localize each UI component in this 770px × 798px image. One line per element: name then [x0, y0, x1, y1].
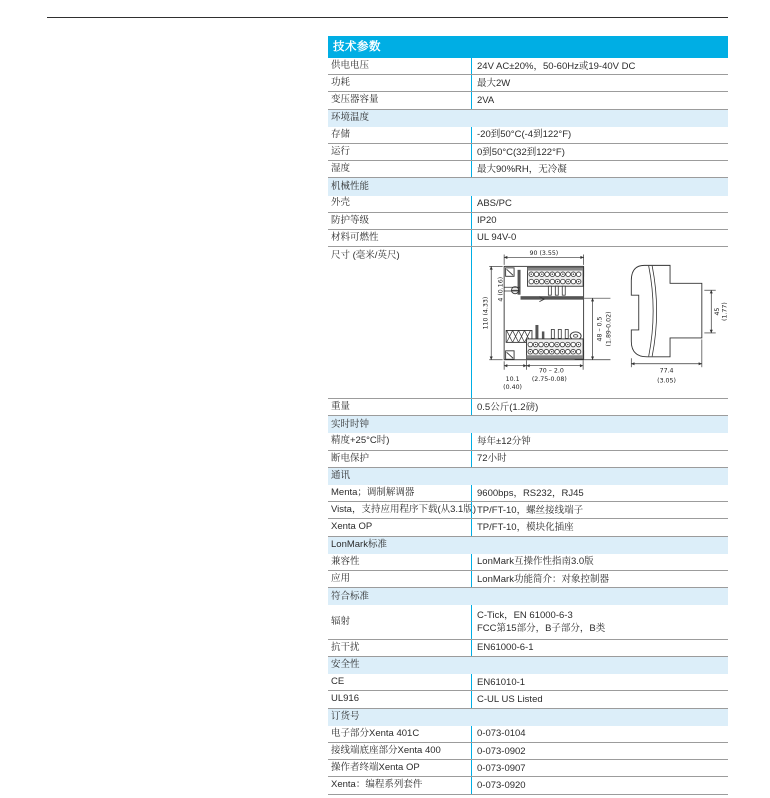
spec-value	[471, 213, 728, 229]
spec-label: CE	[331, 676, 345, 688]
page-top-rule	[47, 17, 728, 18]
dim-right-depth: 48 – 0.5	[596, 316, 604, 342]
spec-label: 存储	[331, 128, 351, 140]
spec-rows	[328, 58, 728, 795]
dim-top-offset: 4 (0.16)	[497, 276, 505, 302]
spec-value	[471, 743, 728, 759]
spec-label: 外壳	[331, 197, 351, 209]
spec-value	[471, 399, 728, 415]
spec-table	[328, 36, 728, 795]
spec-value	[471, 519, 728, 535]
dim-bottom-width-inch: (2.75-0.08)	[531, 375, 567, 383]
spec-value	[471, 92, 728, 108]
table-row	[328, 399, 728, 416]
table-row	[328, 433, 728, 450]
spec-value-line-2: FCC第15部分，B子部分，B类	[477, 623, 606, 635]
table-row	[328, 161, 728, 178]
spec-value	[471, 726, 728, 742]
table-row	[328, 760, 728, 777]
spec-value	[471, 161, 728, 177]
table-row	[328, 519, 728, 536]
table-row	[328, 230, 728, 247]
spec-value-line: TP/FT-10，螺丝接线端子	[477, 504, 584, 516]
table-row	[328, 75, 728, 92]
dim-side-height-inch: (1.77)	[721, 302, 729, 322]
dim-bottom-offset: 10.1	[505, 375, 520, 383]
spec-value-line: 每年±12分钟	[477, 436, 531, 448]
spec-value	[471, 674, 728, 690]
table-row	[328, 743, 728, 760]
spec-value-line: 0-073-0920	[477, 779, 526, 791]
section-header: 安全性	[328, 657, 728, 674]
spec-value-line: -20到50°C(-4到122°F)	[477, 129, 572, 141]
dim-bottom-width: 70 – 2.0	[538, 367, 564, 375]
spec-label: 尺寸 (毫米/英尺)	[331, 250, 400, 262]
spec-value-line: 最大2W	[477, 77, 511, 89]
spec-label: 重量	[331, 400, 351, 412]
dimensions-diagram	[472, 247, 730, 398]
spec-value-line: C-Tick，EN 61000-6-3	[477, 610, 573, 622]
spec-value-line: LonMark互操作性指南3.0版	[477, 556, 594, 568]
spec-label: 断电保护	[331, 452, 370, 464]
spec-label: 抗干扰	[331, 641, 360, 653]
spec-value-line: IP20	[477, 215, 497, 227]
spec-value	[471, 760, 728, 776]
spec-label: Vista，支持应用程序下载(从3.1版)	[331, 504, 476, 516]
section-header: LonMark标准	[328, 537, 728, 554]
dim-front-height: 110 (4.33)	[482, 296, 490, 330]
spec-value-line: 最大90%RH，无冷凝	[477, 163, 567, 175]
spec-label: Xenta OP	[331, 521, 373, 533]
table-row	[328, 485, 728, 502]
spec-label: 运行	[331, 145, 351, 157]
spec-value	[471, 571, 728, 587]
spec-label: 材料可燃性	[331, 231, 379, 243]
spec-label: 操作者终端Xenta OP	[331, 762, 420, 773]
dim-bottom-offset-inch: (0.40)	[503, 383, 522, 391]
spec-label: 功耗	[331, 77, 351, 89]
table-row	[328, 640, 728, 657]
spec-value-line: LonMark功能简介：对象控制器	[477, 573, 609, 585]
spec-label: 兼容性	[331, 555, 360, 567]
spec-label: 接线端底座部分Xenta 400	[331, 744, 441, 756]
spec-label: 湿度	[331, 163, 351, 174]
spec-value	[471, 144, 728, 160]
section-header: 环境温度	[328, 110, 728, 127]
spec-value-line: UL 94V-0	[477, 232, 517, 244]
spec-value-line: 24V AC±20%，50-60Hz或19-40V DC	[477, 60, 636, 72]
side-view-profile	[631, 265, 702, 356]
spec-value-line: 9600bps，RS232，RJ45	[477, 487, 584, 499]
spec-value-line: ABS/PC	[477, 198, 512, 210]
spec-label: Menta；调制解调器	[331, 486, 415, 498]
spec-label: 防护等级	[331, 214, 370, 226]
table-row	[328, 127, 728, 144]
table-row	[328, 213, 728, 230]
spec-label: 电子部分Xenta 401C	[331, 727, 420, 739]
section-header: 通讯	[328, 468, 728, 485]
dimensions-row	[328, 247, 728, 399]
spec-label: 供电电压	[331, 59, 370, 71]
dim-front-width: 90 (3.55)	[529, 250, 559, 258]
table-row	[328, 726, 728, 743]
table-row	[328, 451, 728, 468]
spec-value	[471, 127, 728, 143]
table-row	[328, 58, 728, 75]
spec-value-line: 0-073-0104	[477, 728, 526, 740]
spec-value	[471, 247, 728, 398]
spec-label: UL916	[331, 693, 359, 705]
table-row	[328, 196, 728, 213]
spec-label: 精度+25°C时)	[331, 435, 390, 447]
spec-label: Xenta：编程系列套件	[331, 779, 423, 791]
spec-value	[471, 691, 728, 707]
spec-value-line: 0-073-0907	[477, 762, 526, 774]
spec-label: 变压器容量	[331, 94, 379, 106]
table-title: 技术参数	[328, 36, 728, 58]
section-header: 机械性能	[328, 178, 728, 195]
dim-right-depth-inch: (1.89-0.02)	[605, 311, 613, 347]
section-header: 订货号	[328, 709, 728, 726]
spec-value	[471, 58, 728, 74]
spec-value	[471, 502, 728, 518]
spec-value	[471, 75, 728, 91]
table-row	[328, 777, 728, 794]
spec-value-line: EN61010-1	[477, 676, 526, 688]
table-row	[328, 92, 728, 109]
spec-value	[471, 451, 728, 467]
spec-value-line: 0-073-0902	[477, 745, 526, 757]
spec-value-line: 0到50°C(32到122°F)	[477, 146, 565, 158]
table-row	[328, 605, 728, 640]
section-header: 实时时钟	[328, 416, 728, 433]
spec-value-line: 0.5公斤(1.2磅)	[477, 401, 539, 413]
spec-value	[471, 640, 728, 656]
spec-value-line: EN61000-6-1	[477, 642, 534, 654]
spec-label: 应用	[331, 572, 351, 584]
spec-value-line: TP/FT-10，模块化插座	[477, 521, 574, 533]
table-row	[328, 144, 728, 161]
spec-value	[471, 605, 728, 639]
dim-side-width-inch: (3.05)	[657, 377, 676, 385]
spec-value	[471, 777, 728, 793]
spec-value-line: 2VA	[477, 94, 495, 106]
section-header: 符合标准	[328, 588, 728, 605]
spec-label: 辐射	[331, 615, 351, 627]
table-row	[328, 502, 728, 519]
table-row	[328, 571, 728, 588]
spec-value-line: C-UL US Listed	[477, 693, 543, 705]
spec-value	[471, 554, 728, 570]
dim-side-width: 77.4	[659, 367, 674, 375]
spec-value	[471, 485, 728, 501]
spec-value-line: 72小时	[477, 453, 507, 465]
spec-value	[471, 433, 728, 449]
table-row	[328, 674, 728, 691]
table-row	[328, 691, 728, 708]
spec-value	[471, 196, 728, 212]
spec-value	[471, 230, 728, 246]
table-row	[328, 554, 728, 571]
dim-side-height: 45	[714, 307, 722, 316]
